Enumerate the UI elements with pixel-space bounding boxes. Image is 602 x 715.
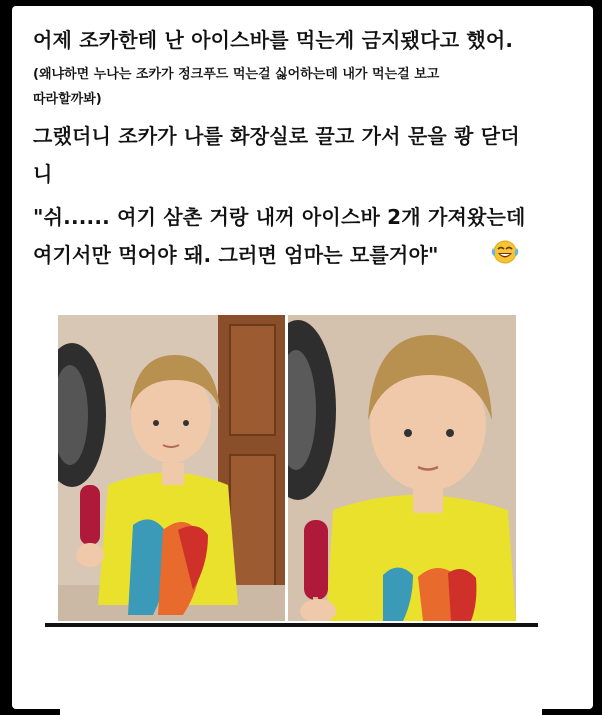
photo-child-right <box>288 315 516 621</box>
post-line-2: (왜냐하면 누나는 조카가 정크푸드 먹는걸 싫어하는데 내가 먹는걸 보고 <box>33 67 440 82</box>
post-line-5: 니 <box>33 162 53 186</box>
photo-child-left <box>58 315 285 621</box>
tears-of-joy-icon <box>490 239 520 265</box>
post-line-7: 여기서만 먹어야 돼. 그러면 엄마는 모를거야" <box>33 243 439 267</box>
bottom-edge <box>0 709 602 715</box>
post-line-3: 따라할까봐) <box>33 92 102 107</box>
divider-line <box>45 623 538 627</box>
post-line-4: 그랬더니 조카가 나를 화장실로 끌고 가서 문을 쾅 닫더 <box>33 124 520 148</box>
post-line-6: "쉬...... 여기 삼촌 거랑 내꺼 아이스바 2개 가져왔는데 <box>33 205 526 229</box>
post-line-1: 어제 조카한테 난 아이스바를 먹는게 금지됐다고 했어. <box>33 28 514 52</box>
